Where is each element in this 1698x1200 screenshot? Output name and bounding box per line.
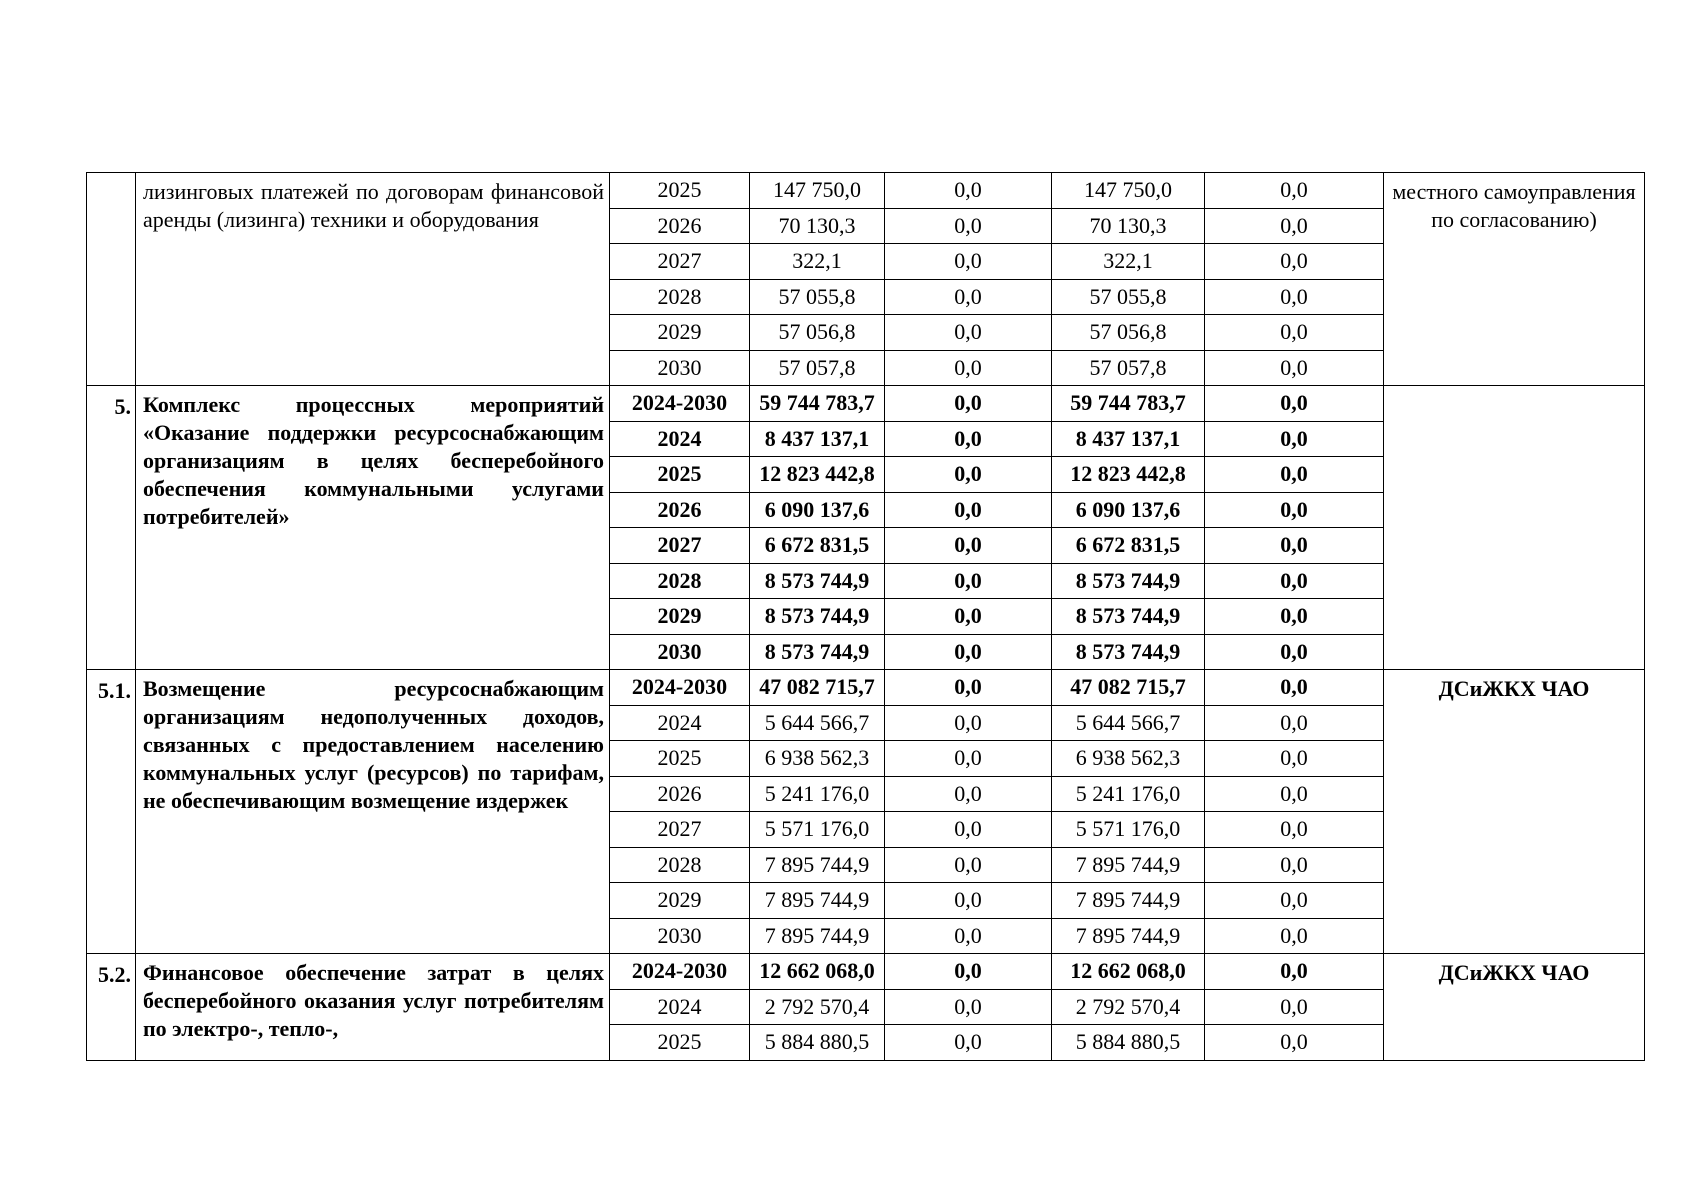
- year-cell: 2025: [610, 173, 750, 209]
- table-row: [87, 670, 1645, 706]
- federal-budget-cell: 0,0: [885, 918, 1052, 954]
- responsible-executor-cell: местного самоуправления по согласованию): [1384, 173, 1645, 386]
- total-amount-cell: 70 130,3: [750, 208, 885, 244]
- okrug-budget-cell: 8 437 137,1: [1052, 421, 1205, 457]
- year-cell: 2024: [610, 421, 750, 457]
- responsible-executor-cell: ДСиЖКХ ЧАО: [1384, 670, 1645, 954]
- total-amount-cell: 7 895 744,9: [750, 918, 885, 954]
- other-sources-cell: 0,0: [1205, 847, 1384, 883]
- total-amount-cell: 8 573 744,9: [750, 563, 885, 599]
- total-amount-cell: 2 792 570,4: [750, 989, 885, 1025]
- okrug-budget-cell: 8 573 744,9: [1052, 563, 1205, 599]
- okrug-budget-cell: 57 057,8: [1052, 350, 1205, 386]
- item-number-cell: [87, 173, 136, 386]
- year-cell: 2024-2030: [610, 386, 750, 422]
- item-number-cell: 5.2.: [87, 954, 136, 1061]
- okrug-budget-cell: 12 823 442,8: [1052, 457, 1205, 493]
- other-sources-cell: 0,0: [1205, 173, 1384, 209]
- total-amount-cell: 8 573 744,9: [750, 599, 885, 635]
- federal-budget-cell: 0,0: [885, 173, 1052, 209]
- total-amount-cell: 57 057,8: [750, 350, 885, 386]
- year-cell: 2029: [610, 599, 750, 635]
- year-cell: 2029: [610, 883, 750, 919]
- other-sources-cell: 0,0: [1205, 776, 1384, 812]
- okrug-budget-cell: 8 573 744,9: [1052, 634, 1205, 670]
- other-sources-cell: 0,0: [1205, 634, 1384, 670]
- total-amount-cell: 5 241 176,0: [750, 776, 885, 812]
- federal-budget-cell: 0,0: [885, 776, 1052, 812]
- other-sources-cell: 0,0: [1205, 315, 1384, 351]
- total-amount-cell: 47 082 715,7: [750, 670, 885, 706]
- other-sources-cell: 0,0: [1205, 705, 1384, 741]
- item-description-cell: Комплекс процессных мероприятий «Оказание поддержки ресурсоснабжающим организациям в целях бесперебойного обеспечения коммунальными услугами потребителей»: [136, 386, 610, 670]
- total-amount-cell: 57 056,8: [750, 315, 885, 351]
- total-amount-cell: 7 895 744,9: [750, 847, 885, 883]
- okrug-budget-cell: 57 056,8: [1052, 315, 1205, 351]
- year-cell: 2024: [610, 989, 750, 1025]
- other-sources-cell: 0,0: [1205, 457, 1384, 493]
- item-description-cell: Финансовое обеспечение затрат в целях бесперебойного оказания услуг потребителям по электро-, тепло-,: [136, 954, 610, 1061]
- total-amount-cell: 8 573 744,9: [750, 634, 885, 670]
- other-sources-cell: 0,0: [1205, 741, 1384, 777]
- year-cell: 2028: [610, 563, 750, 599]
- table-row: [87, 386, 1645, 422]
- okrug-budget-cell: 147 750,0: [1052, 173, 1205, 209]
- table-row: [87, 954, 1645, 990]
- year-cell: 2028: [610, 847, 750, 883]
- total-amount-cell: 5 884 880,5: [750, 1025, 885, 1061]
- year-cell: 2026: [610, 208, 750, 244]
- federal-budget-cell: 0,0: [885, 315, 1052, 351]
- year-cell: 2027: [610, 528, 750, 564]
- federal-budget-cell: 0,0: [885, 883, 1052, 919]
- year-cell: 2024-2030: [610, 954, 750, 990]
- other-sources-cell: 0,0: [1205, 279, 1384, 315]
- total-amount-cell: 6 090 137,6: [750, 492, 885, 528]
- federal-budget-cell: 0,0: [885, 457, 1052, 493]
- total-amount-cell: 5 571 176,0: [750, 812, 885, 848]
- okrug-budget-cell: 8 573 744,9: [1052, 599, 1205, 635]
- okrug-budget-cell: 6 090 137,6: [1052, 492, 1205, 528]
- other-sources-cell: 0,0: [1205, 528, 1384, 564]
- okrug-budget-cell: 7 895 744,9: [1052, 883, 1205, 919]
- item-number-cell: 5.1.: [87, 670, 136, 954]
- okrug-budget-cell: 2 792 570,4: [1052, 989, 1205, 1025]
- federal-budget-cell: 0,0: [885, 208, 1052, 244]
- year-cell: 2025: [610, 457, 750, 493]
- other-sources-cell: 0,0: [1205, 812, 1384, 848]
- year-cell: 2024-2030: [610, 670, 750, 706]
- total-amount-cell: 322,1: [750, 244, 885, 280]
- year-cell: 2026: [610, 776, 750, 812]
- total-amount-cell: 8 437 137,1: [750, 421, 885, 457]
- total-amount-cell: 147 750,0: [750, 173, 885, 209]
- federal-budget-cell: 0,0: [885, 386, 1052, 422]
- federal-budget-cell: 0,0: [885, 599, 1052, 635]
- item-description-cell: лизинговых платежей по договорам финансовой аренды (лизинга) техники и оборудования: [136, 173, 610, 386]
- other-sources-cell: 0,0: [1205, 989, 1384, 1025]
- total-amount-cell: 12 662 068,0: [750, 954, 885, 990]
- okrug-budget-cell: 5 884 880,5: [1052, 1025, 1205, 1061]
- total-amount-cell: 59 744 783,7: [750, 386, 885, 422]
- year-cell: 2027: [610, 244, 750, 280]
- budget-table: [86, 172, 1645, 1061]
- other-sources-cell: 0,0: [1205, 244, 1384, 280]
- federal-budget-cell: 0,0: [885, 705, 1052, 741]
- okrug-budget-cell: 70 130,3: [1052, 208, 1205, 244]
- okrug-budget-cell: 322,1: [1052, 244, 1205, 280]
- okrug-budget-cell: 5 241 176,0: [1052, 776, 1205, 812]
- year-cell: 2027: [610, 812, 750, 848]
- year-cell: 2025: [610, 1025, 750, 1061]
- budget-table-body: [87, 173, 1645, 1061]
- item-description-cell: Возмещение ресурсоснабжающим организациям недополученных доходов, связанных с предоставлением населению коммунальных услуг (ресурсов) по тарифам, не обеспечивающим возмещение издержек: [136, 670, 610, 954]
- federal-budget-cell: 0,0: [885, 954, 1052, 990]
- responsible-executor-cell: [1384, 386, 1645, 670]
- federal-budget-cell: 0,0: [885, 670, 1052, 706]
- total-amount-cell: 57 055,8: [750, 279, 885, 315]
- federal-budget-cell: 0,0: [885, 989, 1052, 1025]
- other-sources-cell: 0,0: [1205, 670, 1384, 706]
- okrug-budget-cell: 7 895 744,9: [1052, 847, 1205, 883]
- year-cell: 2030: [610, 918, 750, 954]
- other-sources-cell: 0,0: [1205, 421, 1384, 457]
- okrug-budget-cell: 47 082 715,7: [1052, 670, 1205, 706]
- federal-budget-cell: 0,0: [885, 528, 1052, 564]
- total-amount-cell: 5 644 566,7: [750, 705, 885, 741]
- federal-budget-cell: 0,0: [885, 634, 1052, 670]
- table-row: [87, 173, 1645, 209]
- federal-budget-cell: 0,0: [885, 563, 1052, 599]
- year-cell: 2030: [610, 634, 750, 670]
- okrug-budget-cell: 12 662 068,0: [1052, 954, 1205, 990]
- okrug-budget-cell: 6 672 831,5: [1052, 528, 1205, 564]
- federal-budget-cell: 0,0: [885, 1025, 1052, 1061]
- year-cell: 2028: [610, 279, 750, 315]
- year-cell: 2030: [610, 350, 750, 386]
- federal-budget-cell: 0,0: [885, 279, 1052, 315]
- other-sources-cell: 0,0: [1205, 599, 1384, 635]
- year-cell: 2025: [610, 741, 750, 777]
- other-sources-cell: 0,0: [1205, 954, 1384, 990]
- okrug-budget-cell: 57 055,8: [1052, 279, 1205, 315]
- other-sources-cell: 0,0: [1205, 208, 1384, 244]
- total-amount-cell: 7 895 744,9: [750, 883, 885, 919]
- total-amount-cell: 12 823 442,8: [750, 457, 885, 493]
- other-sources-cell: 0,0: [1205, 350, 1384, 386]
- okrug-budget-cell: 7 895 744,9: [1052, 918, 1205, 954]
- other-sources-cell: 0,0: [1205, 563, 1384, 599]
- other-sources-cell: 0,0: [1205, 918, 1384, 954]
- federal-budget-cell: 0,0: [885, 847, 1052, 883]
- item-number-cell: 5.: [87, 386, 136, 670]
- other-sources-cell: 0,0: [1205, 492, 1384, 528]
- responsible-executor-cell: ДСиЖКХ ЧАО: [1384, 954, 1645, 1061]
- other-sources-cell: 0,0: [1205, 386, 1384, 422]
- federal-budget-cell: 0,0: [885, 244, 1052, 280]
- federal-budget-cell: 0,0: [885, 350, 1052, 386]
- okrug-budget-cell: 59 744 783,7: [1052, 386, 1205, 422]
- other-sources-cell: 0,0: [1205, 1025, 1384, 1061]
- federal-budget-cell: 0,0: [885, 492, 1052, 528]
- year-cell: 2026: [610, 492, 750, 528]
- year-cell: 2029: [610, 315, 750, 351]
- federal-budget-cell: 0,0: [885, 741, 1052, 777]
- other-sources-cell: 0,0: [1205, 883, 1384, 919]
- federal-budget-cell: 0,0: [885, 421, 1052, 457]
- federal-budget-cell: 0,0: [885, 812, 1052, 848]
- year-cell: 2024: [610, 705, 750, 741]
- okrug-budget-cell: 5 571 176,0: [1052, 812, 1205, 848]
- okrug-budget-cell: 5 644 566,7: [1052, 705, 1205, 741]
- total-amount-cell: 6 938 562,3: [750, 741, 885, 777]
- total-amount-cell: 6 672 831,5: [750, 528, 885, 564]
- okrug-budget-cell: 6 938 562,3: [1052, 741, 1205, 777]
